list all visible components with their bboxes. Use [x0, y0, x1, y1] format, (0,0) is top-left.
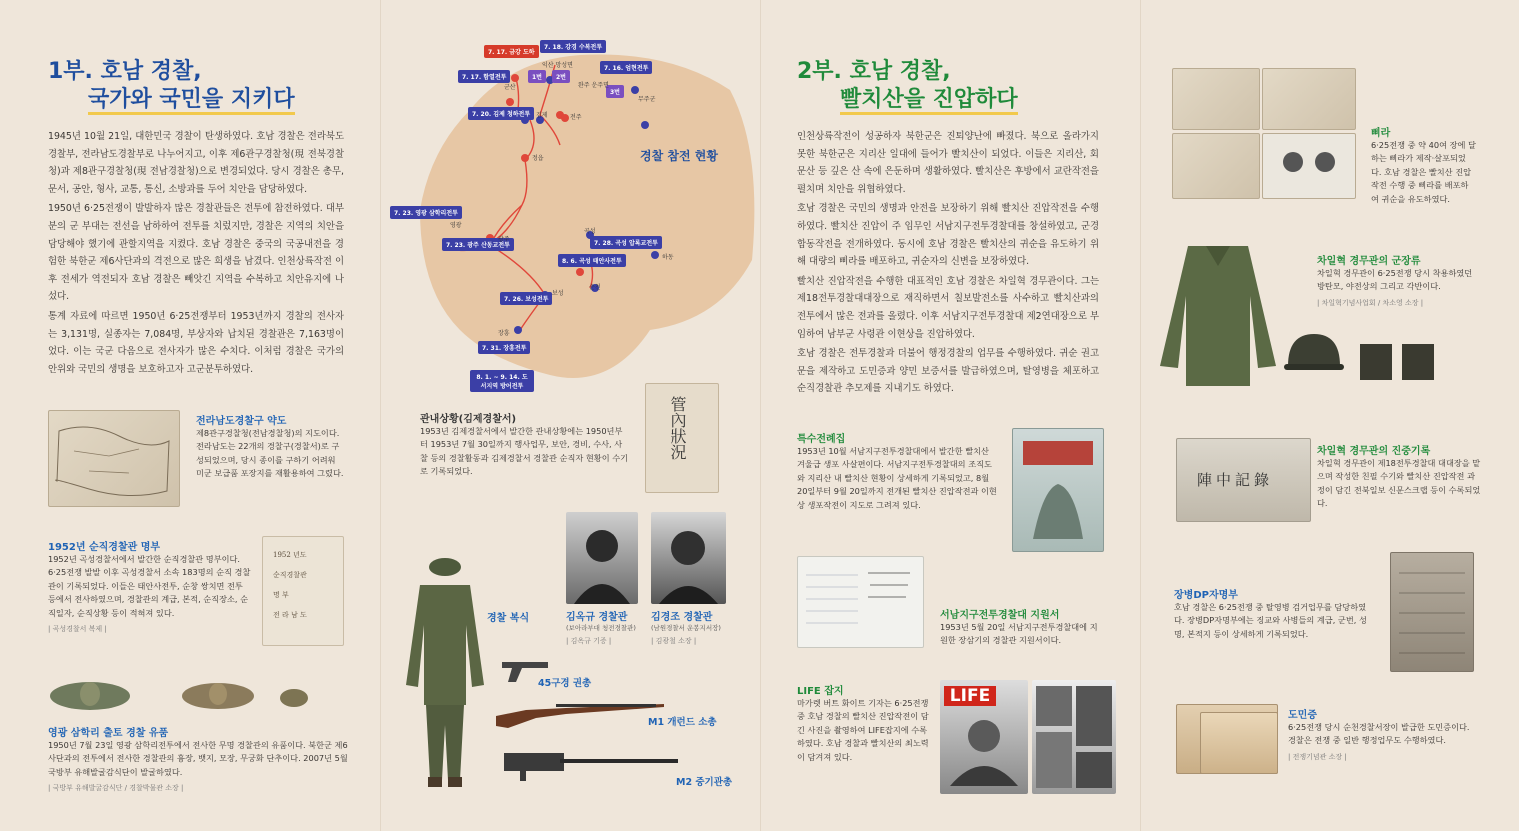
- place-label: 순천: [589, 284, 601, 291]
- roster-title: 1952년 순직경찰관 명부: [48, 542, 161, 553]
- record-title: 차일혁 경무관의 진중기록: [1317, 446, 1431, 457]
- roster-doc-line: 명 부: [273, 591, 289, 599]
- special-title: 특수전례집: [797, 434, 846, 445]
- record-caption: [1317, 442, 1482, 511]
- roster-doc-line: 순직경찰관: [273, 571, 307, 579]
- officer1-photo: [566, 512, 638, 604]
- part2-paragraph: 호남 경찰은 국민의 생명과 안전을 보장하기 위해 빨치산 진압작전을 수행하였다. 빨치산 진압이 주 임무인 서남지구전투경찰대를 창설하였고, 군경합동작전을 전개하였다. 동시에 호남 경찰은 빨치산의 귀순을 유도하기 위해 대량의 삐라를 배포하고, 귀순자의 신변을 보장하였다.: [797, 203, 1099, 268]
- map-label: 8. 6. 곡성 태안사전투: [558, 254, 626, 267]
- part2-title-line1: 2부. 호남 경찰,: [797, 59, 951, 84]
- part1-paragraph: 통계 자료에 따르면 1950년 6·25전쟁부터 1953년까지 경찰의 전사자는 3,131명, 실종자는 7,084명, 부상자와 납치된 경찰관은 7,163명이었다. 이는 국군 다음으로 전사자가 많은 수치다. 이처럼 경찰은 국가의 안위와 국민의 생명을 보호하고자 고군분투하였다.: [48, 310, 344, 375]
- status-doc-cover: 管內狀況: [668, 396, 687, 460]
- dp-text: 호남 경찰은 6·25전쟁 중 탈영병 검거업무를 담당하였다. 장병DP자명부에는 징교와 사병들의 계급, 군번, 성명, 본적지 등이 상세하게 기록되었다.: [1174, 602, 1367, 639]
- record-text: 차일혁 경무관이 제18전투경찰대 대대장을 맡으며 작성한 친필 수기와 빨치산 진압작전 과정이 담긴 전북일보 신문스크랩 등이 수록되었다.: [1317, 458, 1481, 509]
- cha-uniform-text: 차일혁 경무관이 6·25전쟁 당시 착용하였던 방탄모, 야전상의 그리고 각반이다.: [1317, 268, 1473, 292]
- map-title: 경찰 참전 현황: [640, 149, 718, 163]
- officer1-source: | 김옥규 기증 |: [566, 637, 612, 645]
- citizen-caption: [1288, 706, 1478, 762]
- map-label: 7. 18. 강경 수복전투: [540, 40, 606, 53]
- part2-title-line2: 빨치산을 진압하다: [840, 84, 1018, 115]
- place-label: 익산 망성면: [542, 62, 573, 69]
- officer2-caption: [651, 608, 741, 646]
- mg-label: M2 중기관총: [676, 777, 733, 788]
- life-cover-photo: [940, 680, 1028, 794]
- special-photo: [1012, 428, 1104, 552]
- magazine-page-icon: [1032, 680, 1116, 794]
- uniform-label: 경찰 복식: [487, 613, 530, 624]
- relics-photo: [48, 676, 308, 716]
- officer1-sub: (보아라부대 청전경찰관): [566, 624, 636, 632]
- officer2-source: | 김광철 소장 |: [651, 637, 697, 645]
- helmet-icon: [1284, 330, 1344, 376]
- rifle-label: M1 개런드 소총: [648, 717, 717, 728]
- special-caption: [797, 430, 997, 512]
- roster-text: 1952년 곡성경찰서에서 발간한 순직경찰관 명부이다. 6·25전쟁 발발 이후 곡성경찰서 소속 183명의 순직 경찰관이 기록되었다. 이들은 태안사전투, 순창 쌍치면 전투 등에서 전사하였으며, 경찰관의 계급, 본적, 순직장소, 순직일자, 순직상황 등이 적혀져 있다.: [48, 554, 251, 618]
- citizen-title: 도민증: [1288, 710, 1317, 721]
- application-text: 1953년 5월 20일 서남지구전투경찰대에 지원한 장삼기의 경찰관 지원서이다.: [940, 622, 1098, 646]
- status-doc-caption: [420, 410, 630, 479]
- leaflet-title: 삐라: [1371, 128, 1391, 139]
- map-label: 7. 28. 곡성 압록교전투: [590, 236, 662, 249]
- leaflet-text: 6·25전쟁 중 약 40여 장에 달하는 삐라가 제작·살포되었다. 호남 경찰은 빨치산 진압작전 수행 중 삐라를 배포하여 귀순을 유도하였다.: [1371, 140, 1476, 204]
- jacket-icon: [1158, 236, 1278, 391]
- portrait-icon: [1263, 134, 1355, 198]
- life-logo: LIFE: [944, 686, 996, 706]
- cha-uniform-caption: [1317, 252, 1482, 308]
- uniform-icon: [400, 555, 490, 790]
- map-label: 7. 17. 함열전투: [458, 70, 510, 83]
- place-label: 완주 운주면: [578, 82, 609, 89]
- officer2-name: 김경조 경찰관: [651, 612, 713, 623]
- life-title: LIFE 잡지: [797, 686, 844, 697]
- portrait-icon: [651, 512, 726, 604]
- map-label: 7. 20. 김제 청하전투: [468, 107, 534, 120]
- map-label: 8. 1. ~ 9. 14. 도서지역 방어전투: [470, 370, 534, 392]
- map-label: 7. 31. 장흥전투: [478, 341, 530, 354]
- battle-map: [390, 30, 760, 400]
- leggings-icon: [1358, 340, 1438, 382]
- status-doc-title: 관내상황(김제경찰서): [420, 414, 517, 425]
- map-label: 7. 26. 보성전투: [500, 292, 552, 305]
- special-text: 1953년 10월 서남지구전투경찰대에서 발간한 빨치산 겨울급 생포 사살편이다. 서남지구전투경찰대의 조직도와 지리산 내 빨치산 현황이 상세하게 기록되었고, 8월 20일부터 9월 20일까지 전개된 빨치산 진압작전과 이현상 생포작전이 지도로 그려져 있다.: [797, 446, 997, 510]
- roster-doc-line: 전 라 남 도: [273, 611, 307, 619]
- status-doc-photo: [645, 383, 719, 493]
- officer1-caption: [566, 608, 646, 646]
- place-label: 곡성: [584, 228, 596, 235]
- part1-title-line1: 1부. 호남 경찰,: [48, 59, 202, 84]
- citizen-text: 6·25전쟁 당시 순천경찰서장이 발급한 도민증이다. 경찰은 전쟁 중 일반 행정업무도 수행하였다.: [1288, 722, 1470, 746]
- machine-gun-icon: [500, 745, 680, 781]
- leaflet-caption: [1371, 124, 1476, 206]
- ledger-icon: [1391, 553, 1473, 671]
- field-record-cover: 陣中記錄: [1197, 471, 1274, 489]
- life-spread-photo: [1032, 680, 1116, 794]
- part2-paragraph: 인천상륙작전이 성공하자 북한군은 진퇴양난에 빠졌다. 북으로 올라가지 못한 북한군은 지리산 일대에 들어가 빨치산이 되었다. 이들은 지리산, 회문산 등 깊은 산 속에 은둔하며 생활하였다. 빨치산은 후방에서 교란작전을 펼치며 치안을 위협하였다.: [797, 131, 1099, 195]
- life-caption: [797, 682, 932, 764]
- roster-source: | 곡성경찰서 복제 |: [48, 625, 107, 634]
- place-label: 김제: [536, 112, 548, 119]
- relics-text: 1950년 7월 23일 영광 삼학리전투에서 전사한 무명 경찰관의 유품이다. 북한군 제6사단과의 전투에서 전사한 경찰관의 흉장, 뱃지, 모장, 무궁화 단추이다. 2007년 5월 국방부 유해발굴감식단이 발굴하였다.: [48, 740, 348, 777]
- citizen-card-photo-2: [1200, 712, 1278, 774]
- map-label: 1번: [528, 70, 546, 83]
- dp-photo: [1390, 552, 1474, 672]
- application-caption: [940, 606, 1100, 648]
- map-label: 3번: [606, 85, 624, 98]
- dp-title: 장병DP자명부: [1174, 590, 1238, 601]
- rifle-photo: [496, 698, 666, 730]
- part2-paragraph: 호남 경찰은 전투경찰과 더불어 행정경찰의 업무를 수행하였다. 귀순 권고문을 제작하고 도민증과 양민 보증서를 발급하였으며, 탈영병을 체포하고 순직경찰관 추모제를 지내기도 하였다.: [797, 348, 1099, 395]
- place-label: 군산: [504, 84, 516, 91]
- leaflet-photo-3: [1172, 133, 1260, 199]
- part2-paragraph: 빨치산 진압작전을 수행한 대표적인 호남 경찰은 차일혁 경무관이다. 그는 제18전투경찰대대장으로 재직하면서 칠보발전소를 사수하고 빨치산과의 전투에서 많은 전과를 올렸다. 이후 서남지구전투경찰대 제2연대장으로 부임하여 남부군 사령관 이현상을 진압하였다.: [797, 275, 1099, 340]
- roster-photo: [262, 536, 344, 646]
- application-photo: [797, 556, 924, 648]
- mg-photo: [500, 745, 680, 781]
- map-label: 7. 16. 엄현전투: [600, 61, 652, 74]
- roster-doc-line: 1952 년도: [273, 551, 307, 559]
- place-label: 무주군: [638, 96, 656, 103]
- map-label: 7. 23. 영광 삼학리전투: [390, 206, 462, 219]
- leaflet-photo-4: [1262, 133, 1356, 199]
- roster-caption: [48, 538, 253, 634]
- place-label: 광주: [498, 236, 510, 243]
- map-label: 2번: [552, 70, 570, 83]
- part1-paragraph: 1945년 10월 21일, 대한민국 경찰이 탄생하였다. 호남 경찰은 전라북도경찰부, 전라남도경찰부로 나누어지고, 이후 제6관구경찰청(現 전북경찰청)과 제8관구경찰청(現 전남경찰청)으로 변경되었다. 당시 경찰은 총무, 문서, 공안, 형사, 교통, 통신, 소방과를 두어 치안을 담당하였다.: [48, 131, 344, 195]
- leaflet-photo-1: [1172, 68, 1260, 130]
- map-label: 7. 17. 금강 도하: [484, 45, 539, 58]
- book-cover-icon: [1013, 429, 1103, 551]
- rifle-icon: [496, 698, 666, 730]
- pistol-label: 45구경 권총: [538, 678, 592, 689]
- map-sketch-icon: [49, 411, 179, 506]
- form-lines-icon: [798, 557, 923, 647]
- fold-line-2: [760, 0, 761, 831]
- jeonnam-map-caption: [196, 412, 346, 481]
- place-label: 장흥: [498, 330, 510, 337]
- portrait-icon: [940, 706, 1028, 786]
- field-jacket-photo: [1158, 236, 1278, 391]
- officer2-sub: (남원경찰서 운봉지서장): [651, 624, 721, 632]
- cha-uniform-source: | 차일혁기념사업회 / 차소영 소장 |: [1317, 298, 1424, 307]
- jeonnam-map-photo: [48, 410, 180, 507]
- part1-paragraph: 1950년 6·25전쟁이 발발하자 많은 경찰관들은 전투에 참전하였다. 대부분의 군 부대는 전선을 남하하여 전투를 치렀지만, 경찰은 지역의 치안을 담당해야 했기에 관할지역을 지켰다. 호남 경찰은 중국의 국공내전을 경험한 북한군 제6사단과의 격전으로 많은 희생을 남겼다. 인천상륙작전 이후 전세가 역전되자 호남 경찰은 빼앗긴 지역을 수복하고 치안유지에 나섰다.: [48, 203, 344, 303]
- part1-title-line2: 국가와 국민을 지키다: [88, 84, 295, 115]
- relics-caption: [48, 724, 348, 793]
- jeonnam-map-title: 전라남도경찰구 약도: [196, 416, 287, 427]
- application-title: 서남지구전투경찰대 지원서: [940, 610, 1060, 621]
- place-label: 영광: [450, 222, 462, 229]
- relics-source: | 국방부 유해발굴감식단 / 경찰박물관 소장 |: [48, 784, 184, 793]
- leaflet-photo-2: [1262, 68, 1356, 130]
- place-label: 전주: [570, 114, 582, 121]
- helmet-photo: [1284, 330, 1344, 376]
- citizen-source: | 전쟁기념관 소장 |: [1288, 752, 1347, 761]
- life-text: 마가렛 버트 화이트 기자는 6·25전쟁 중 호남 경찰의 빨치산 진압작전이 담긴 사진을 촬영하여 LIFE잡지에 수록하였다. 호남 경찰과 빨치산의 최노력이 담겨져 있다.: [797, 698, 929, 762]
- dp-caption: [1174, 586, 1374, 641]
- fold-line-1: [380, 0, 381, 831]
- cha-uniform-title: 차일혁 경무관의 군장류: [1317, 256, 1421, 267]
- field-record-photo: [1176, 438, 1311, 522]
- place-label: 보성: [552, 290, 564, 297]
- police-uniform-photo: [400, 555, 490, 790]
- portrait-icon: [566, 512, 638, 604]
- officer2-photo: [651, 512, 726, 604]
- fold-line-3: [1140, 0, 1141, 831]
- leggings-photo: [1358, 340, 1438, 382]
- status-doc-text: 1953년 김제경찰서에서 발간한 관내상황에는 1950년부터 1953년 7월 30일까지 행사업무, 보안, 경비, 수사, 사찰 등의 경찰활동과 김제경찰서 경찰관 순직자 현황이 수기로 기록되었다.: [420, 426, 629, 477]
- relics-title: 영광 삼학리 출토 경찰 유품: [48, 728, 169, 739]
- officer1-name: 김옥규 경찰관: [566, 612, 628, 623]
- place-label: 하동: [662, 254, 674, 261]
- map-label: 7. 23. 광주 산동교전투: [442, 238, 514, 251]
- part1-body: [48, 128, 344, 380]
- place-label: 정읍: [532, 155, 544, 162]
- part2-body: [797, 128, 1099, 400]
- badge-icon: [48, 676, 308, 716]
- jeonnam-map-text: 제8관구경찰청(전남경찰청)의 지도이다. 전라남도는 22개의 경찰구(경찰서)로 구성되었으며, 당시 종이를 구하기 어려워 미군 보급품 포장지를 재활용하여 그렸다.: [196, 428, 344, 479]
